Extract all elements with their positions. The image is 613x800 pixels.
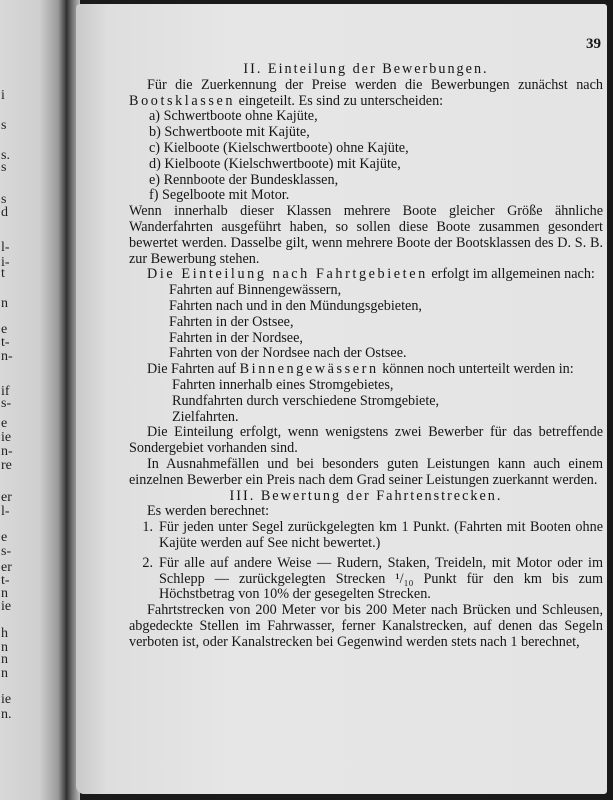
left-page-fragment: n: [1, 640, 8, 655]
region-item: Fahrten nach und in den Mündungsgebieten,: [169, 297, 422, 314]
left-page-fragment: n: [1, 652, 8, 667]
left-page-fragment: e: [1, 322, 8, 337]
page-content: [129, 62, 603, 650]
left-page-fragment: d: [1, 205, 8, 220]
left-page-fragment: if: [1, 384, 10, 399]
section-2-intro: [129, 78, 603, 110]
calculation-item: [129, 520, 603, 552]
left-page-edge: [0, 0, 66, 800]
region-list: [129, 283, 603, 362]
calculation-item-number: 2.: [142, 554, 153, 571]
left-page-fragment: s.: [1, 148, 10, 163]
boat-class-item: f) Segelboote mit Motor.: [149, 187, 290, 204]
fahrtgebiete-text: erfolgt im allgemeinen nach:: [427, 266, 595, 283]
fahrtgebiete-spaced-term: Die Einteilung nach Fahrtgebieten: [147, 266, 428, 283]
paragraph-within-classes: Wenn innerhalb dieser Klassen mehrere Boote gleicher Größe ähnliche Wanderfahrten ausgeführt haben, so sollen diese Boote zusammen gesondert bewertet werden. Dasselbe gilt, wenn mehrere Boote der Bootsklassen des D. S. B. zur Bewerbung stehen.: [129, 203, 603, 267]
left-page-fragment: n: [1, 296, 8, 311]
paragraph-final: Fahrtstrecken von 200 Meter vor bis 200 Meter nach Brücken und Schleusen, abgedeckte Stellen im Fahrwasser, ferner Kanalstrecken, auf denen das Segeln verboten ist, oder Kanalstrecken bei Gegenwind werden stets nach 1 berechnet,: [129, 602, 603, 650]
calculation-item-text: Für jeden unter Segel zurückgelegten km 1 Punkt. (Fahrten mit Booten ohne Kajüte werden auf See nicht bewertet.): [159, 519, 603, 551]
left-page-fragment: s-: [1, 544, 12, 559]
paragraph-ausnahme: In Ausnahmefällen und bei besonders guten Leistungen kann auch einem einzelnen Bewerber ein Preis nach dem Grad seiner Leistungen zuerkannt werden.: [129, 455, 603, 488]
boat-class-item: d) Kielboote (Kielschwertboote) mit Kajüte,: [149, 155, 401, 172]
binnen-text: Die Fahrten auf: [147, 361, 240, 378]
left-page-fragment: l-: [1, 504, 10, 519]
left-page-fragment: n-: [1, 444, 13, 459]
calculation-list: [129, 520, 603, 603]
binnen-item: Fahrten innerhalb eines Stromgebietes,: [172, 376, 394, 393]
left-page-fragment: s-: [1, 396, 12, 411]
left-page-fragment: e: [1, 416, 8, 431]
binnen-list: [129, 378, 603, 425]
paragraph-fahrtgebiete: [129, 267, 603, 283]
binnen-item: Zielfahrten.: [172, 408, 239, 425]
section-3-heading: III. Bewertung der Fahrtenstrecken.: [229, 487, 503, 504]
boat-class-item: a) Schwertboote ohne Kajüte,: [149, 108, 318, 125]
left-page-fragment: n: [1, 666, 8, 681]
paragraph-einteilung: Die Einteilung erfolgt, wenn wenigstens zwei Bewerber für das betreffende Sondergebiet vorhanden sind.: [129, 424, 603, 457]
boat-class-item: c) Kielboote (Kielschwertboote) ohne Kajüte,: [149, 139, 409, 156]
intro-spaced-term: Bootsklassen: [129, 92, 236, 109]
left-page-fragment: s: [1, 160, 7, 175]
section-2-heading: II. Einteilung der Bewerbungen.: [243, 61, 489, 77]
left-page-fragment: e: [1, 530, 8, 545]
calculation-item: [129, 556, 603, 603]
left-page-fragment: ie: [1, 692, 12, 707]
left-page-fragment: ie: [1, 599, 12, 614]
section-3-intro: Es werden berechnet:: [147, 503, 270, 520]
left-page-fragment: s: [1, 192, 7, 207]
boat-class-item: e) Rennboote der Bundesklassen,: [149, 171, 339, 188]
region-item: Fahrten auf Binnengewässern,: [169, 282, 342, 299]
left-page-fragment: ie: [1, 430, 12, 445]
book-page: [76, 4, 607, 794]
binnen-text-end: können noch unterteilt werden in:: [378, 361, 574, 378]
left-page-fragment: i-: [1, 255, 10, 270]
intro-text: Für die Zuerkennung der Preise werden die Bewerbungen zunächst nach: [147, 76, 603, 93]
left-page-fragment: s: [1, 118, 7, 133]
left-page-fragment: n-: [1, 349, 13, 364]
left-page-fragment: i: [1, 88, 5, 103]
left-page-fragment: t: [1, 266, 5, 281]
boat-class-item: b) Schwertboote mit Kajüte,: [149, 124, 310, 141]
left-page-fragment: n.: [1, 707, 12, 722]
region-item: Fahrten in der Nordsee,: [169, 329, 303, 346]
binnen-item: Rundfahrten durch verschiedene Stromgebiete,: [172, 392, 440, 409]
left-page-fragment: h: [1, 626, 8, 641]
left-page-fragment: er: [1, 560, 12, 575]
left-page-fragment: re: [1, 458, 12, 473]
left-page-fragment: l-: [1, 240, 10, 255]
binnen-spaced-term: Binnengewässern: [239, 361, 379, 378]
left-page-fragment: er: [1, 490, 12, 505]
boat-class-list: [129, 109, 603, 204]
left-page-fragment: n: [1, 586, 8, 601]
calculation-item-number: 1.: [142, 519, 153, 536]
page-number: 39: [586, 36, 601, 52]
region-item: Fahrten in der Ostsee,: [169, 313, 294, 330]
calculation-item-text: Für alle auf andere Weise — Rudern, Staken, Treideln, mit Motor oder im Schlepp — zurückgelegten Strecken ¹/₁₀ Punkt für den km bis zum Höchstbetrag von 10% der gesegelten Strecken.: [159, 554, 603, 603]
intro-text-end: eingeteilt. Es sind zu unterscheiden:: [235, 92, 444, 109]
left-page-fragment: t-: [1, 573, 10, 588]
left-page-fragment: t-: [1, 335, 10, 350]
region-item: Fahrten von der Nordsee nach der Ostsee.: [169, 345, 407, 362]
paragraph-binnen: [129, 362, 603, 378]
